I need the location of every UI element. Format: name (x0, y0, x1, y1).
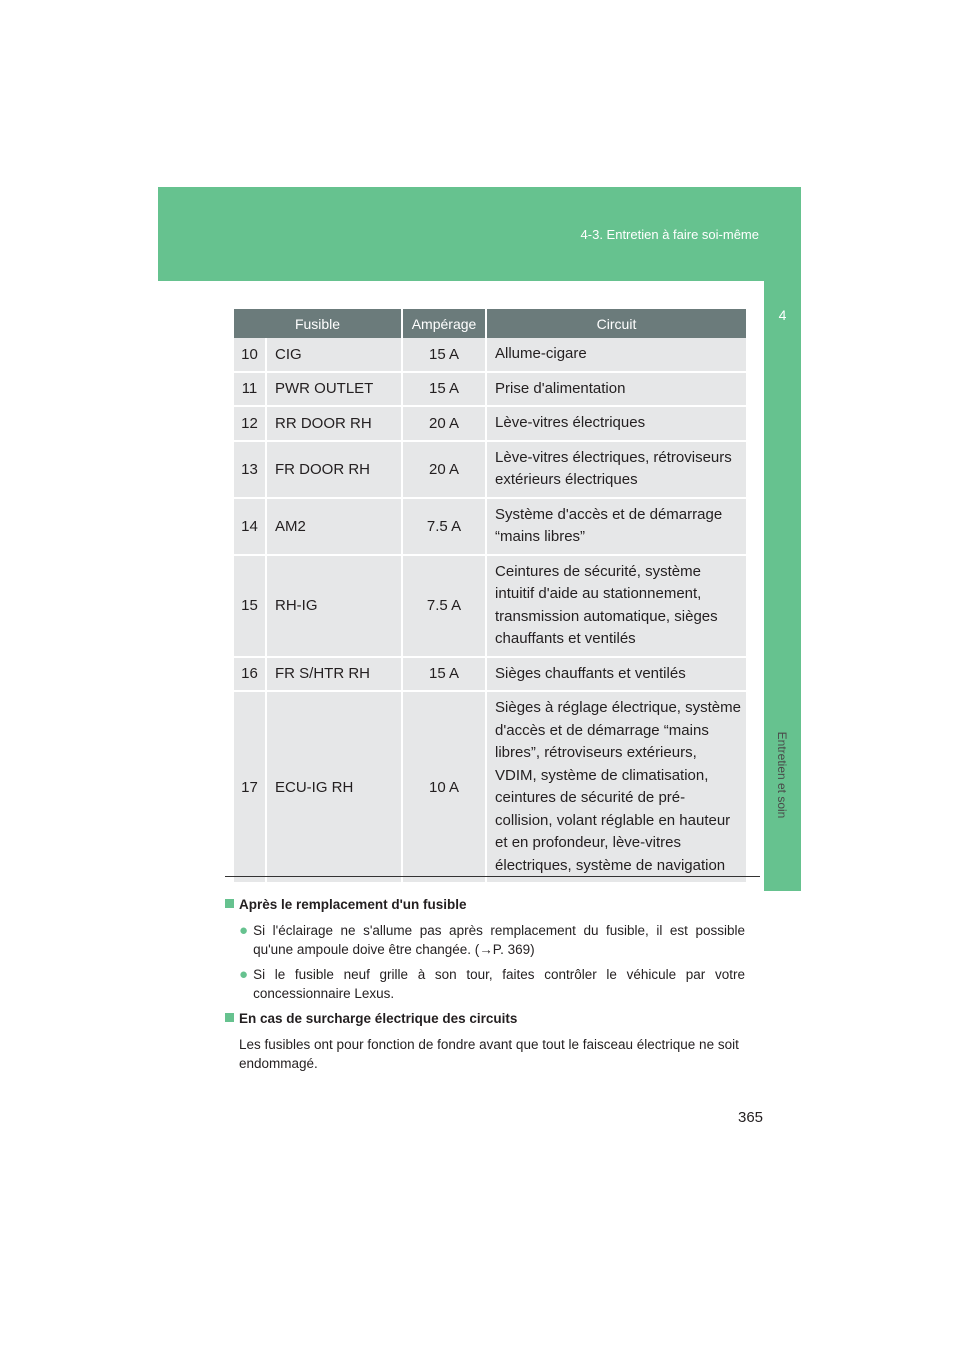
fuse-name: CIG (266, 338, 402, 372)
section-header-band (158, 187, 801, 281)
list-item-text: Si l'éclairage ne s'allume pas après remplacement du fusible, il est possible qu'une ampoule doive être changée. (→P. 369) (253, 923, 745, 957)
fuse-number: 16 (234, 657, 266, 692)
chapter-tab (764, 281, 801, 349)
fuse-name: RH-IG (266, 555, 402, 657)
fuse-circuit: Allume-cigare (486, 338, 746, 372)
list-item (225, 921, 745, 959)
section-title: 4-3. Entretien à faire soi-même (580, 227, 759, 242)
notes-section (225, 895, 745, 1079)
note-heading (225, 1009, 745, 1028)
section-divider (225, 876, 760, 877)
fuse-amperage: 15 A (402, 657, 486, 692)
fuse-number: 13 (234, 441, 266, 498)
fuse-name: RR DOOR RH (266, 406, 402, 441)
table-row (234, 498, 746, 555)
fuse-amperage: 20 A (402, 441, 486, 498)
fuse-circuit: Système d'accès et de démarrage “mains libres” (486, 498, 746, 555)
fuse-circuit: Ceintures de sécurité, système intuitif d'aide au stationnement, transmission automatique, sièges chauffants et ventilés (486, 555, 746, 657)
table-row (234, 441, 746, 498)
square-bullet-icon (225, 1013, 234, 1022)
page-number: 365 (738, 1109, 764, 1126)
table-row (234, 338, 746, 372)
fuse-circuit: Sièges à réglage électrique, système d'accès et de démarrage “mains libres”, rétroviseurs extérieurs, VDIM, système de climatisation, ceintures de sécurité de pré-collision, volant réglable en hauteur et en profondeur, lève-vitres électriques, système de navigation (486, 691, 746, 883)
chapter-number: 4 (778, 307, 787, 323)
fuse-table (234, 309, 746, 884)
fuse-name: ECU-IG RH (266, 691, 402, 883)
table-row (234, 691, 746, 883)
fuse-number: 14 (234, 498, 266, 555)
fuse-number: 15 (234, 555, 266, 657)
fuse-amperage: 7.5 A (402, 498, 486, 555)
note-paragraph: Les fusibles ont pour fonction de fondre avant que tout le faisceau électrique ne soit endommagé. (239, 1037, 739, 1071)
header-amperage: Ampérage (402, 309, 486, 338)
circle-bullet-icon: ● (239, 966, 249, 983)
fuse-number: 10 (234, 338, 266, 372)
table-row (234, 406, 746, 441)
list-item (225, 965, 745, 1003)
fuse-name: FR DOOR RH (266, 441, 402, 498)
fuse-number: 12 (234, 406, 266, 441)
fuse-number: 11 (234, 372, 266, 407)
fuse-name: PWR OUTLET (266, 372, 402, 407)
table-row (234, 657, 746, 692)
list-item-text: Si le fusible neuf grille à son tour, faites contrôler le véhicule par votre concessionnaire Lexus. (253, 967, 745, 1001)
circle-bullet-icon: ● (239, 922, 249, 939)
fuse-amperage: 15 A (402, 338, 486, 372)
fuse-circuit: Sièges chauffants et ventilés (486, 657, 746, 692)
fuse-amperage: 20 A (402, 406, 486, 441)
fuse-amperage: 10 A (402, 691, 486, 883)
header-fuse: Fusible (234, 309, 402, 338)
fuse-circuit: Prise d'alimentation (486, 372, 746, 407)
fuse-name: AM2 (266, 498, 402, 555)
fuse-number: 17 (234, 691, 266, 883)
chapter-label: Entretien et soin (775, 731, 789, 819)
fuse-circuit: Lève-vitres électriques, rétroviseurs extérieurs électriques (486, 441, 746, 498)
fuse-circuit: Lève-vitres électriques (486, 406, 746, 441)
note-heading-text: Après le remplacement d'un fusible (239, 897, 467, 912)
table-row (234, 555, 746, 657)
square-bullet-icon (225, 899, 234, 908)
header-circuit: Circuit (486, 309, 746, 338)
fuse-amperage: 7.5 A (402, 555, 486, 657)
note-heading-text: En cas de surcharge électrique des circuits (239, 1011, 518, 1026)
fuse-amperage: 15 A (402, 372, 486, 407)
fuse-table-header (234, 309, 746, 338)
fuse-name: FR S/HTR RH (266, 657, 402, 692)
note-heading (225, 895, 745, 914)
table-row (234, 372, 746, 407)
